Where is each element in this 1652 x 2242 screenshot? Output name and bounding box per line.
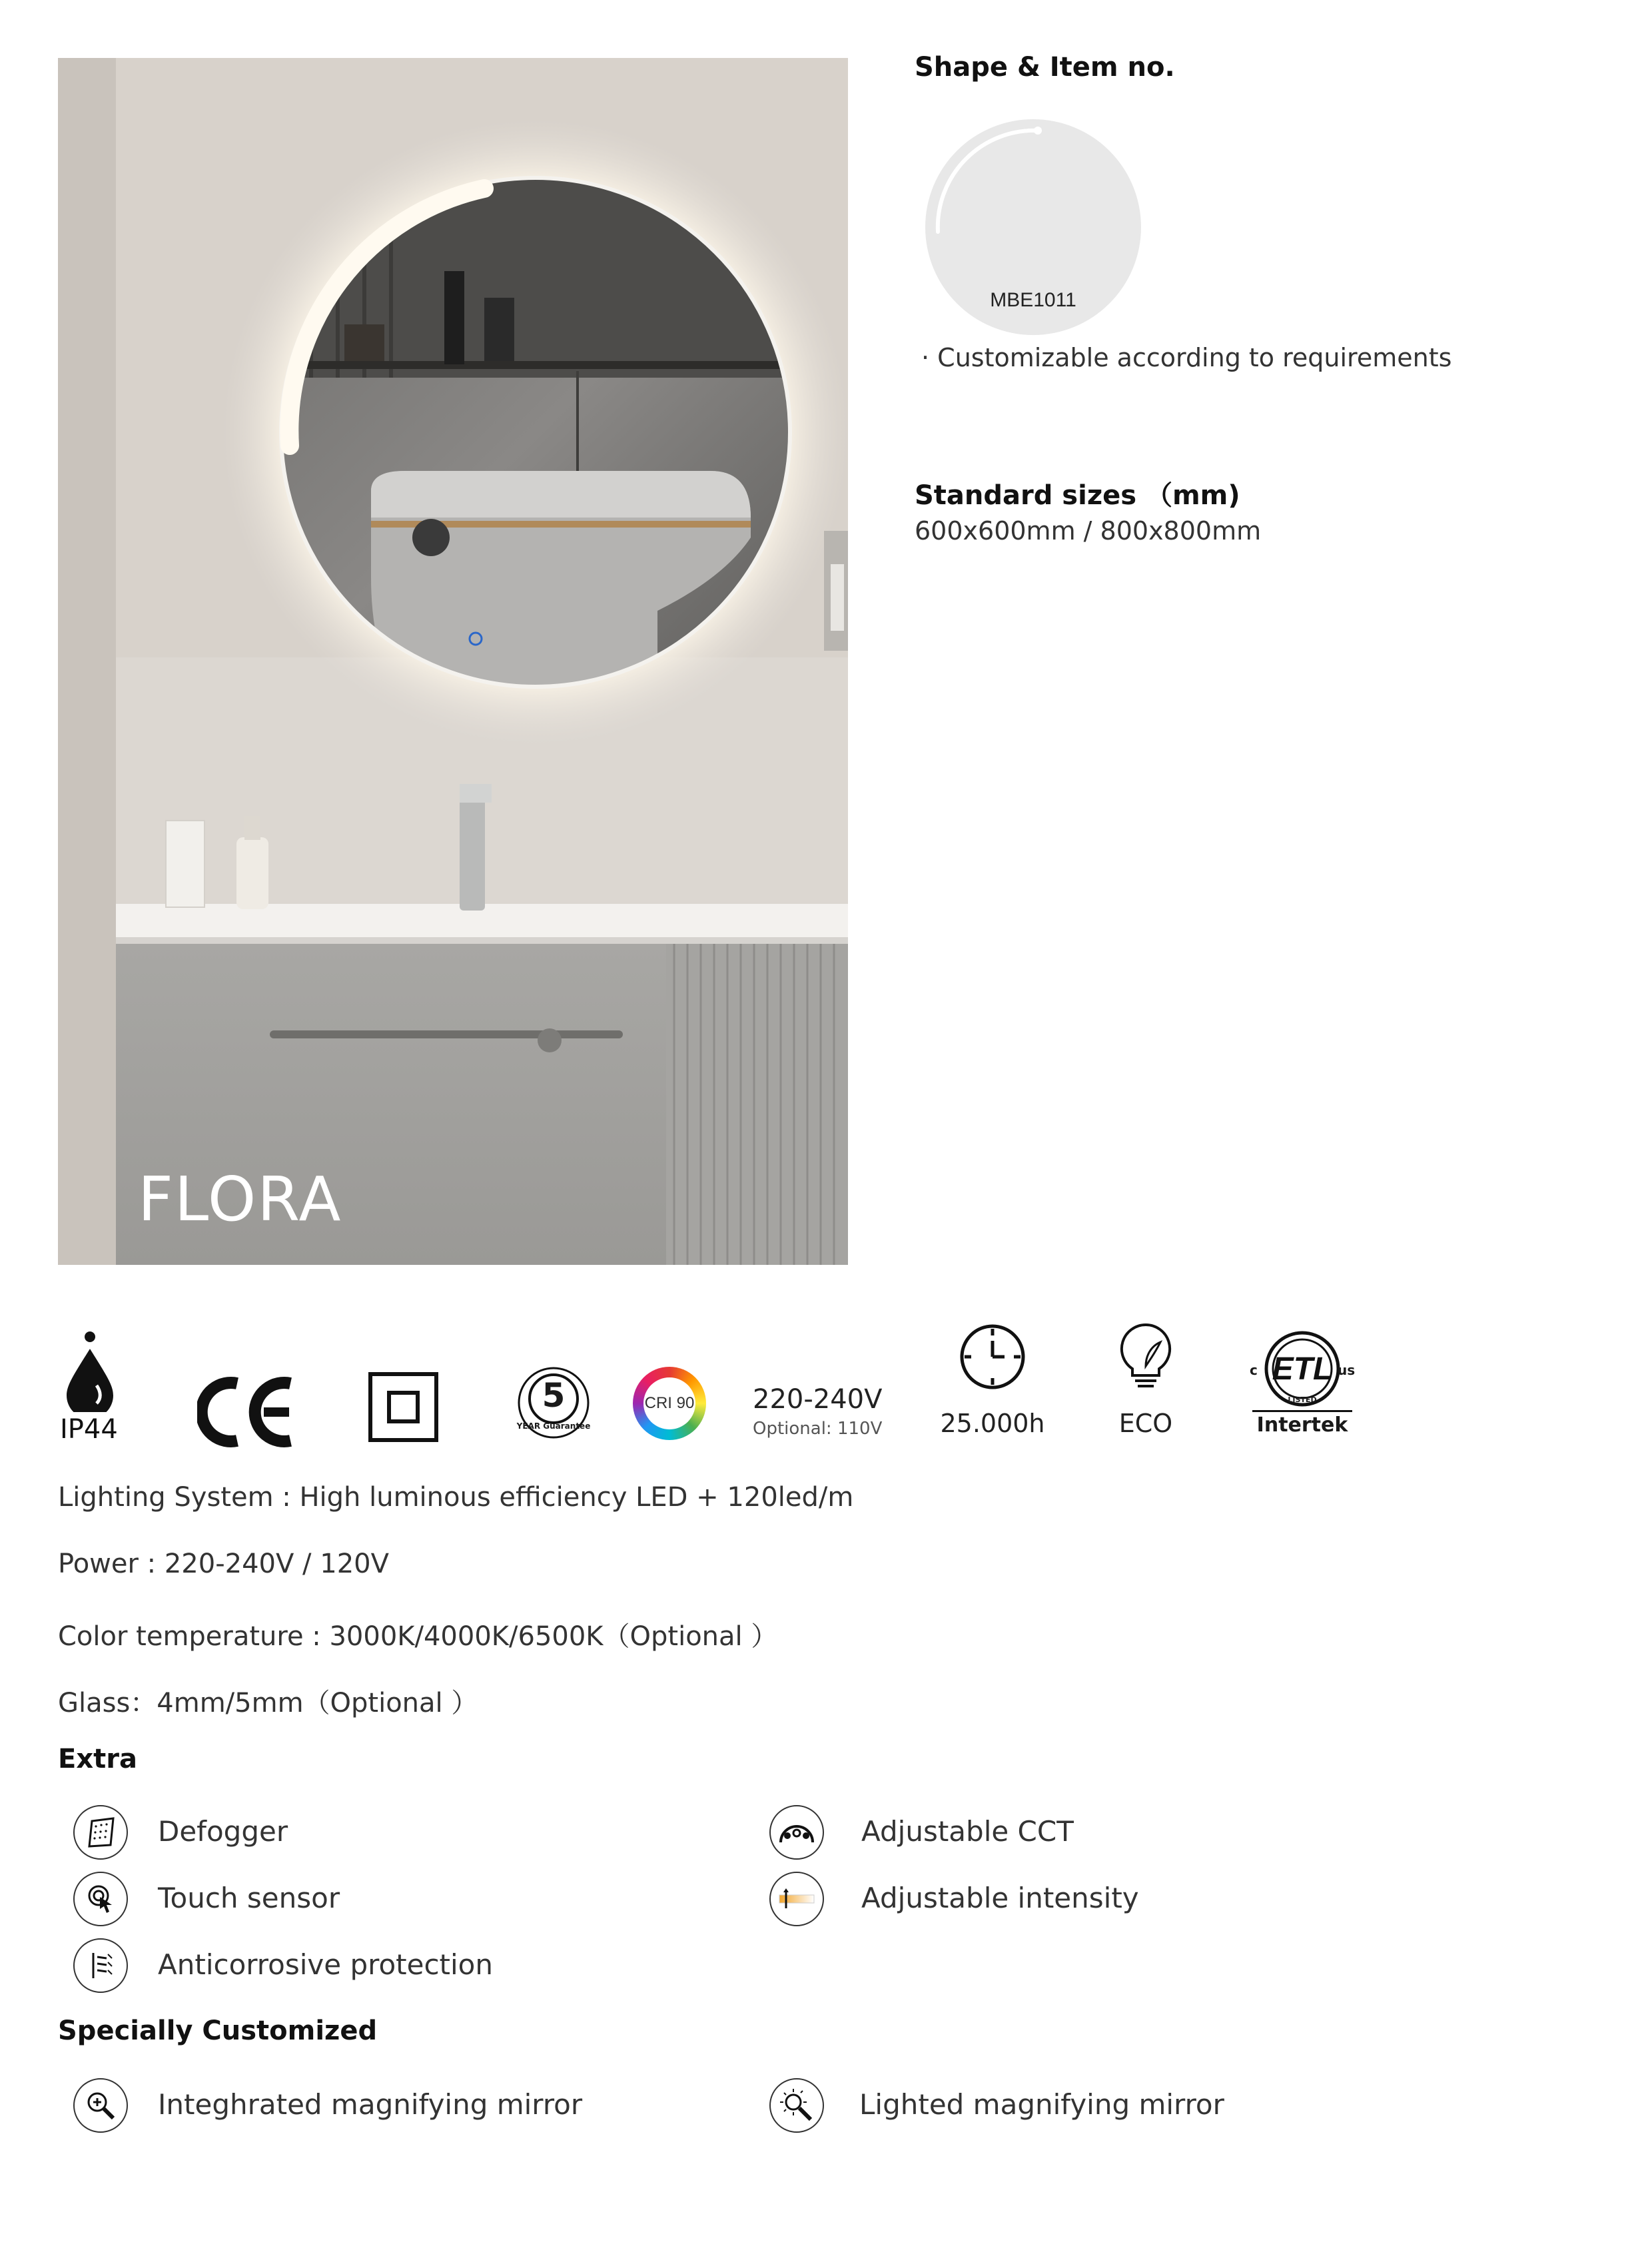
lighted-magnifier-icon xyxy=(769,2078,824,2133)
sizes-heading: Standard sizes （mm) xyxy=(915,480,1240,511)
water-drop-icon xyxy=(60,1329,133,1412)
intertek-label: Intertek xyxy=(1252,1410,1352,1437)
customized-lighted-magnifier-label: Lighted magnifying mirror xyxy=(859,2088,1224,2121)
spec-power: Power : 220-240V / 120V xyxy=(58,1549,389,1579)
voltage-optional: Optional: 110V xyxy=(753,1419,883,1439)
lifetime-label: 25.000h xyxy=(940,1409,1045,1438)
extra-defogger-label: Defogger xyxy=(158,1815,288,1848)
lifetime-block xyxy=(929,1322,1056,1442)
etl-us: us xyxy=(1338,1362,1356,1378)
etl-listed: LISTED xyxy=(1288,1395,1317,1404)
customized-integrated-magnifier-label: Integhrated magnifying mirror xyxy=(158,2088,583,2121)
product-photo xyxy=(58,58,848,1265)
magnifier-icon xyxy=(73,2078,128,2133)
etl-c: c xyxy=(1250,1362,1258,1378)
extra-adjustable-intensity-label: Adjustable intensity xyxy=(861,1882,1139,1914)
cri-rainbow-icon xyxy=(633,1367,706,1440)
ip44-badge xyxy=(60,1329,133,1449)
svg-text:ETL: ETL xyxy=(1272,1351,1333,1387)
clock-icon xyxy=(958,1322,1027,1391)
defogger-icon xyxy=(73,1805,128,1860)
item-number: MBE1011 xyxy=(990,289,1076,311)
adjustable-intensity-icon xyxy=(769,1872,824,1926)
extra-heading: Extra xyxy=(58,1744,137,1774)
ce-mark-icon xyxy=(197,1375,297,1449)
warranty-text: YEAR Guarantee xyxy=(516,1421,591,1431)
anticorrosive-icon xyxy=(73,1938,128,1993)
warranty-years: 5 xyxy=(542,1376,566,1415)
etl-listed-icon xyxy=(1250,1329,1356,1449)
eco-label: ECO xyxy=(1118,1409,1173,1438)
round-shape-diagram xyxy=(925,119,1142,336)
spec-lighting: Lighting System : High luminous efficiency LED + 120led/m xyxy=(58,1482,854,1513)
extra-adjustable-cct-label: Adjustable CCT xyxy=(861,1815,1074,1848)
cri-label: CRI 90 xyxy=(644,1394,695,1412)
sizes-value: 600x600mm / 800x800mm xyxy=(915,516,1262,546)
warranty-badge-icon xyxy=(516,1365,591,1440)
double-insulation-icon xyxy=(368,1372,438,1442)
adjustable-cct-icon xyxy=(769,1805,824,1860)
voltage-value: 220-240V xyxy=(753,1384,883,1415)
extra-anticorrosive-label: Anticorrosive protection xyxy=(158,1948,493,1981)
spec-color-temperature: Color temperature : 3000K/4000K/6500K（Optional ） xyxy=(58,1621,778,1652)
eco-block xyxy=(1106,1322,1186,1442)
touch-sensor-icon xyxy=(73,1872,128,1926)
voltage-block xyxy=(753,1384,886,1439)
eco-bulb-icon xyxy=(1118,1322,1174,1395)
customizable-note: · Customizable according to requirements xyxy=(921,343,1452,372)
shape-heading: Shape & Item no. xyxy=(915,52,1175,83)
product-name: FLORA xyxy=(138,1164,342,1235)
spec-glass: Glass：4mm/5mm（Optional ） xyxy=(58,1688,478,1718)
extra-touch-sensor-label: Touch sensor xyxy=(158,1882,340,1914)
ip-label: IP44 xyxy=(60,1414,118,1445)
customized-heading: Specially Customized xyxy=(58,2016,378,2046)
